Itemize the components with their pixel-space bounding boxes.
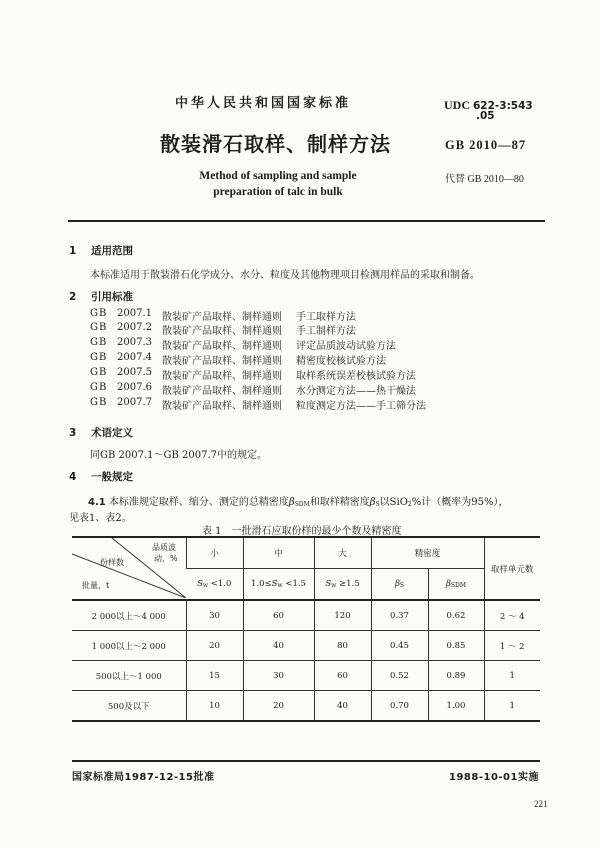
beta-subscript: S xyxy=(399,582,405,589)
clause-4-1 xyxy=(88,493,508,508)
table-1-caption: 表 1 一批滑石应取份样的最少个数及精密度 xyxy=(202,526,402,537)
clause-4-1-line2: 见表1、表2。 xyxy=(69,513,132,524)
cell-beta-sdm: 1.00 xyxy=(428,691,484,722)
ref-number: 2007.1 xyxy=(117,308,152,319)
sw-subscript: w xyxy=(277,582,283,589)
cell-beta-sdm: 0.62 xyxy=(428,600,484,631)
ref-gb: GB xyxy=(90,352,108,363)
diag-label-quality2: 动，% xyxy=(154,554,178,563)
ref-category: 散装矿产品取样、制样通则 xyxy=(162,401,282,412)
sw-symbol: S xyxy=(197,579,203,589)
title-en-line2: preparation of talc in bulk xyxy=(213,186,343,198)
replaces-value: GB 2010—80 xyxy=(467,174,524,185)
section-title: 适用范围 xyxy=(91,245,133,257)
cell-large: 120 xyxy=(314,600,371,631)
cell-medium: 40 xyxy=(243,631,314,661)
ref-number: 2007.4 xyxy=(117,352,152,363)
cell-units: 1 ～ 2 xyxy=(484,631,540,661)
cell-beta-sdm: 0.85 xyxy=(428,631,484,661)
beta-symbol: β xyxy=(369,497,376,508)
subscript-sdm: SDM xyxy=(294,501,310,508)
ref-number: 2007.3 xyxy=(117,337,152,348)
cell-batch: 500以上～1 000 xyxy=(72,661,186,691)
header-large: 大 xyxy=(314,537,371,569)
cell-beta-s: 0.52 xyxy=(371,661,428,691)
sw-symbol: S xyxy=(271,579,278,589)
ref-number: 2007.5 xyxy=(117,367,152,378)
ref-gb: GB xyxy=(90,308,108,319)
subscript-2: 2 xyxy=(407,501,412,508)
cell-large: 60 xyxy=(314,661,371,691)
sw-subscript: w xyxy=(202,582,209,589)
cell-batch: 500及以下 xyxy=(72,691,186,722)
sw-subscript: w xyxy=(331,582,337,589)
header-divider xyxy=(68,220,545,222)
subheader-beta-s xyxy=(371,569,428,601)
cell-units: 1 xyxy=(484,691,540,722)
cell-batch: 2 000以上～4 000 xyxy=(72,600,186,631)
cell-small: 20 xyxy=(186,631,243,661)
cell-batch: 1 000以上～2 000 xyxy=(72,631,186,661)
cell-units: 2 ～ 4 xyxy=(484,600,540,631)
ref-category: 散装矿产品取样、制样通则 xyxy=(162,356,282,367)
gb-number: GB 2010—87 xyxy=(445,138,527,152)
table-row xyxy=(72,661,540,691)
header-medium: 中 xyxy=(243,537,314,569)
ref-subtitle: 粒度测定方法——手工筛分法 xyxy=(296,401,426,412)
ref-gb: GB xyxy=(90,382,108,393)
beta-symbol: β xyxy=(446,579,451,589)
section-number: 4 xyxy=(69,471,77,483)
cell-large: 80 xyxy=(314,631,371,661)
cell-medium: 30 xyxy=(243,661,314,691)
footer-divider xyxy=(72,760,540,762)
ref-number: 2007.6 xyxy=(117,382,152,393)
sw-range: <1.0 xyxy=(208,579,232,589)
clause-text: 和取样精密度 xyxy=(309,497,370,508)
subscript-s: S xyxy=(375,501,380,508)
cell-large: 40 xyxy=(314,691,371,722)
ref-subtitle: 手工制样方法 xyxy=(296,326,356,337)
ref-subtitle: 水分测定方法——热干燥法 xyxy=(296,386,416,397)
cell-beta-s: 0.70 xyxy=(371,691,428,722)
udc-value-cont: .05 xyxy=(476,110,495,122)
table-row xyxy=(72,691,540,722)
udc-label: UDC xyxy=(444,98,470,112)
ref-category: 散装矿产品取样、制样通则 xyxy=(162,312,282,323)
table-diagonal-header xyxy=(72,537,186,600)
subheader-small xyxy=(186,569,243,601)
cell-small: 10 xyxy=(186,691,243,722)
section-number: 1 xyxy=(69,245,77,257)
ref-number: 2007.7 xyxy=(117,397,152,408)
section-2-heading xyxy=(69,289,133,304)
section-title: 术语定义 xyxy=(91,427,133,439)
standard-org: 中华人民共和国国家标准 xyxy=(175,96,352,111)
ref-gb: GB xyxy=(90,322,108,333)
clause-number: 4.1 xyxy=(88,497,106,508)
ref-subtitle: 精密度校核试验方法 xyxy=(296,356,386,367)
section-3-text: 同GB 2007.1～GB 2007.7中的规定。 xyxy=(90,450,268,461)
document-title-en xyxy=(183,168,373,200)
beta-symbol: β xyxy=(394,579,400,589)
cell-units: 1 xyxy=(484,661,540,691)
clause-text: %计（概率为95%）， xyxy=(411,497,509,508)
ref-subtitle: 手工取样方法 xyxy=(296,312,356,323)
cell-medium: 60 xyxy=(243,600,314,631)
title-en-line1: Method of sampling and sample xyxy=(199,170,357,182)
sw-range: <1.5 xyxy=(282,579,306,589)
subheader-large xyxy=(314,569,371,601)
diag-label-quality: 品质波 xyxy=(152,543,176,552)
section-1-text: 本标准适用于散装滑石化学成分、水分、粒度及其他物理项目检测用样品的采取和制备。 xyxy=(90,270,480,281)
subheader-beta-sdm xyxy=(428,569,484,601)
diag-label-batch: 批量，t xyxy=(82,581,110,590)
section-number: 2 xyxy=(69,291,77,303)
ref-category: 散装矿产品取样、制样通则 xyxy=(162,341,282,352)
header-small: 小 xyxy=(186,537,243,569)
subheader-medium xyxy=(243,569,314,601)
diag-label-count: 份样数 xyxy=(100,558,124,567)
ref-category: 散装矿产品取样、制样通则 xyxy=(162,386,282,397)
cell-small: 30 xyxy=(186,600,243,631)
sw-range: ≥1.5 xyxy=(336,579,360,589)
cell-beta-s: 0.37 xyxy=(371,600,428,631)
table-row xyxy=(72,600,540,631)
section-title: 一般规定 xyxy=(91,471,133,483)
cell-medium: 20 xyxy=(243,691,314,722)
ref-category: 散装矿产品取样、制样通则 xyxy=(162,371,282,382)
document-title-cn: 散装滑石取样、制样方法 xyxy=(160,132,391,156)
header-precision: 精密度 xyxy=(371,537,484,569)
header-sampling-units: 取样单元数 xyxy=(484,537,540,600)
section-1-heading xyxy=(69,243,133,258)
ref-gb: GB xyxy=(90,397,108,408)
replaces-note xyxy=(445,170,524,185)
section-title: 引用标准 xyxy=(91,291,133,303)
udc-value: 622-3:543 xyxy=(473,100,533,112)
page-number: 221 xyxy=(534,799,548,809)
cell-beta-s: 0.45 xyxy=(371,631,428,661)
section-number: 3 xyxy=(69,427,77,439)
replaces-label: 代替 xyxy=(445,174,465,185)
clause-text: 本标准规定取样、缩分、测定的总精密度 xyxy=(108,497,289,508)
clause-text: 以SiO xyxy=(379,497,408,508)
section-3-heading xyxy=(69,425,133,440)
table-1 xyxy=(72,536,540,722)
ref-category: 散装矿产品取样、制样通则 xyxy=(162,326,282,337)
beta-subscript: SDM xyxy=(450,582,466,589)
ref-subtitle: 评定品质波动试验方法 xyxy=(296,341,396,352)
cell-small: 15 xyxy=(186,661,243,691)
ref-number: 2007.2 xyxy=(117,322,152,333)
cell-beta-sdm: 0.89 xyxy=(428,661,484,691)
section-4-heading xyxy=(69,469,133,484)
ref-gb: GB xyxy=(90,337,108,348)
ref-subtitle: 取样系统误差校核试验方法 xyxy=(296,371,416,382)
sw-symbol: S xyxy=(325,579,332,589)
approval-date: 国家标准局1987-12-15批准 xyxy=(72,772,215,783)
ref-gb: GB xyxy=(90,367,108,378)
beta-symbol: β xyxy=(288,497,295,508)
sw-range-pre: 1.0≤ xyxy=(251,579,272,589)
table-row xyxy=(72,631,540,661)
effective-date: 1988-10-01实施 xyxy=(449,772,539,783)
